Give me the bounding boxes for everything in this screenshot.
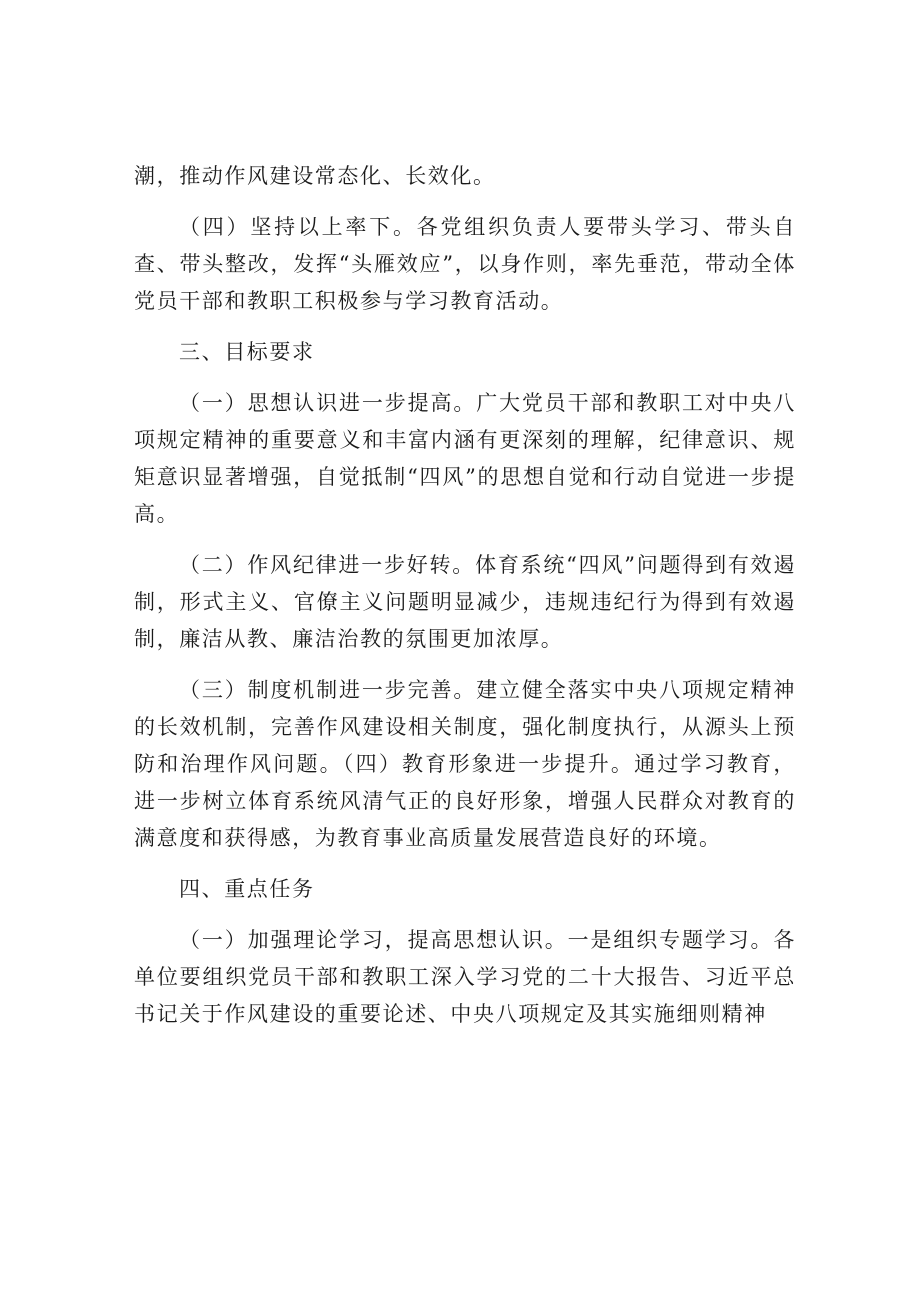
paragraph-goal-thinking: （一）思想认识进一步提高。广大党员干部和教职工对中央八项规定精神的重要意义和丰富内涵有更深刻的理解，纪律意识、规矩意识显著增强，自觉抵制“四风”的思想自觉和行动自觉进一步提高。	[134, 391, 796, 526]
section-heading-key-tasks: 四、重点任务	[179, 877, 315, 901]
paragraph-goal-discipline: （二）作风纪律进一步好转。体育系统“四风”问题得到有效遏制，形式主义、官僚主义问题明显减少，违规违纪行为得到有效遏制，廉洁从教、廉洁治教的氛围更加浓厚。	[134, 553, 796, 651]
section-heading-goals: 三、目标要求	[179, 340, 315, 364]
paragraph-continuation: 潮，推动作风建设常态化、长效化。	[134, 164, 496, 188]
paragraph-goal-system: （三）制度机制进一步完善。建立健全落实中央八项规定精神的长效机制，完善作风建设相关制度，强化制度执行，从源头上预防和治理作风问题。（四）教育形象进一步提升。通过学习教育，进一步树立体育系统风清气正的良好形象，增强人民群众对教育的满意度和获得感，为教育事业高质量发展营造良好的环境。	[134, 678, 796, 850]
paragraph-lead-by-example: （四）坚持以上率下。各党组织负责人要带头学习、带头自查、带头整改，发挥“头雁效应”，以身作则，率先垂范，带动全体党员干部和教职工积极参与学习教育活动。	[134, 215, 796, 313]
document-body	[134, 158, 796, 1033]
paragraph-task-theory-study: （一）加强理论学习，提高思想认识。一是组织专题学习。各单位要组织党员干部和教职工深入学习党的二十大报告、习近平总书记关于作风建设的重要论述、中央八项规定及其实施细则精神	[134, 928, 796, 1026]
